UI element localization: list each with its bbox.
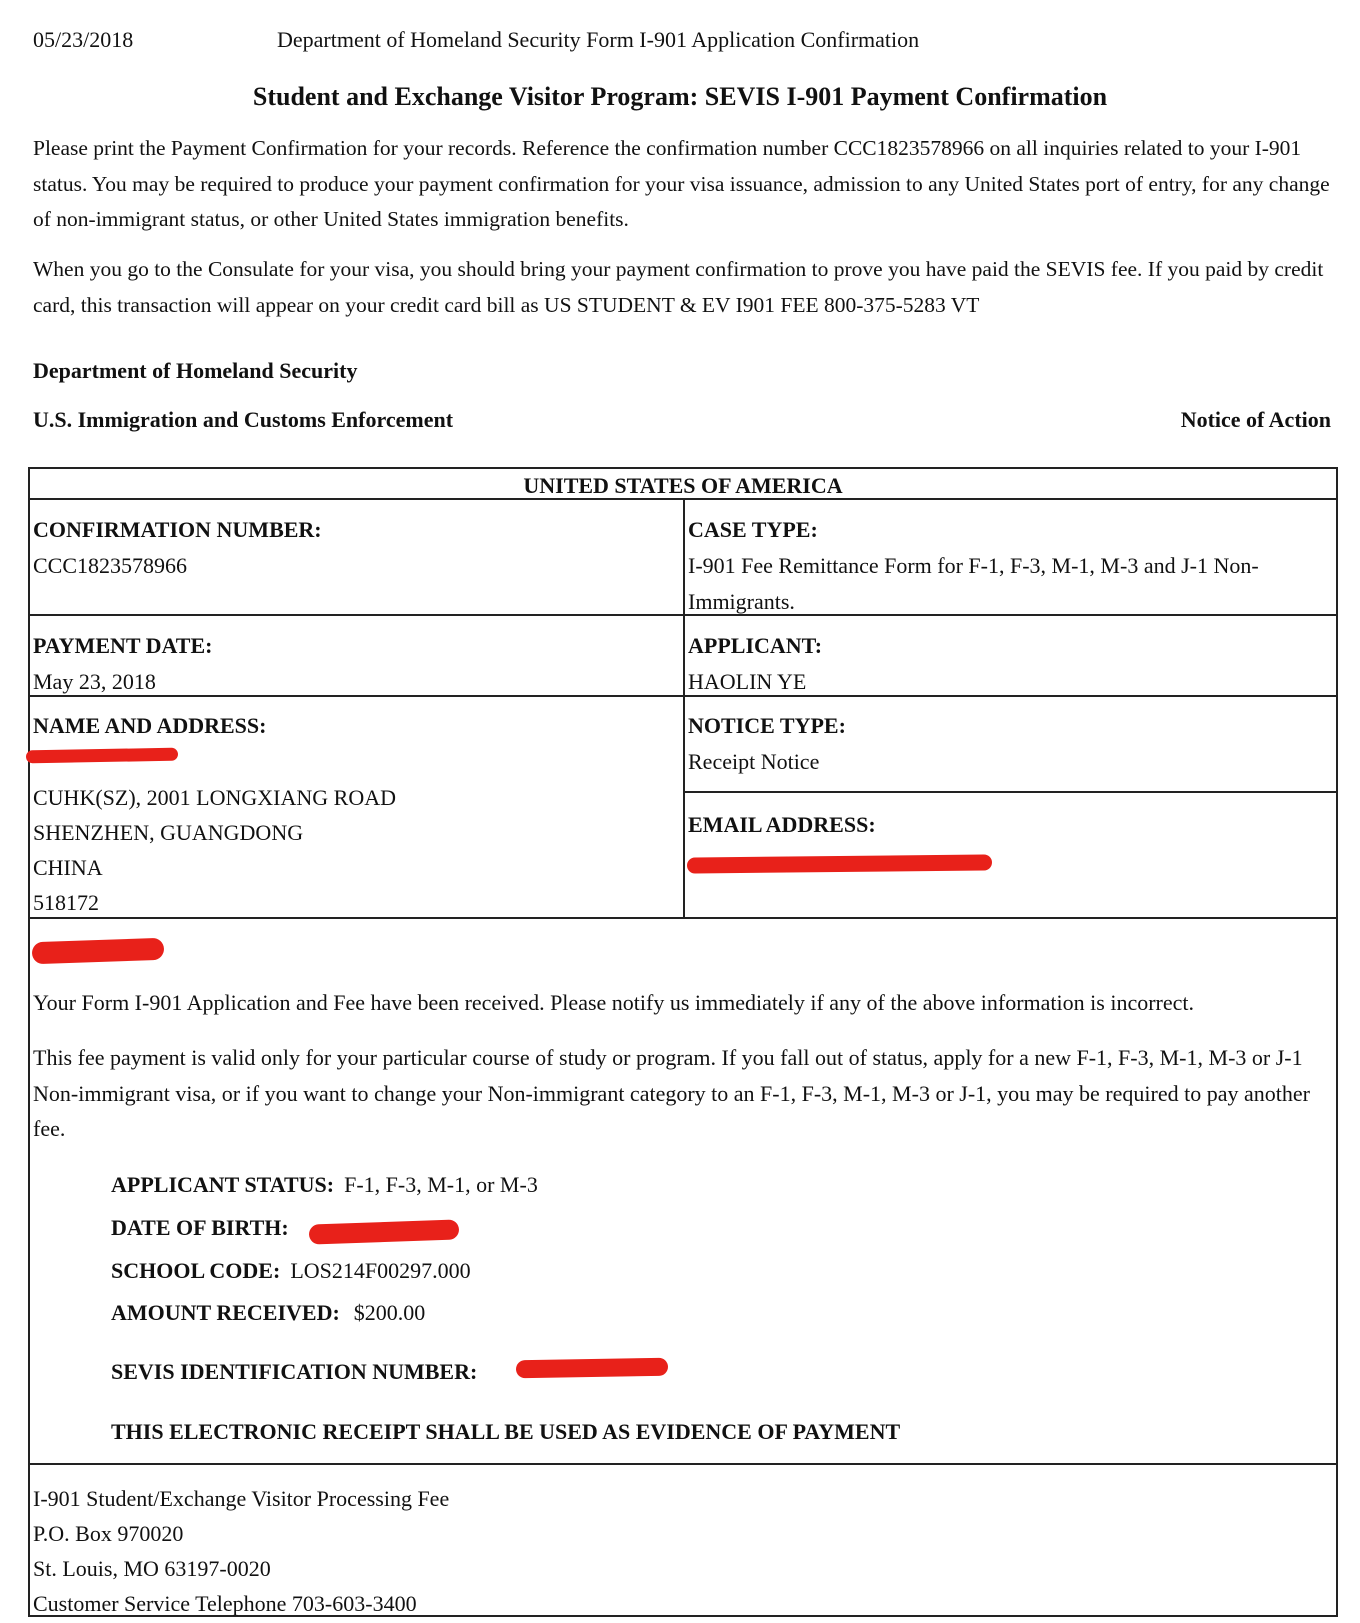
- agency-department: Department of Homeland Security: [33, 358, 358, 383]
- dob-label: DATE OF BIRTH:: [111, 1215, 289, 1240]
- footer-line-3: St. Louis, MO 63197-0020: [33, 1556, 271, 1581]
- received-text: Your Form I-901 Application and Fee have been received. Please notify us immediately if any of the above information is incorrect.: [33, 990, 1195, 1015]
- validity-text: This fee payment is valid only for your particular course of study or program. If you fall out of status, apply for a new F-1, F-3, M-1, M-3 or J-1 Non-immigrant visa, or if you want to change your Non-immigrant category to an F-1, F-3, M-1, M-3 or J-1, you may be required to pay another fee.: [33, 1045, 1310, 1141]
- header-date: 05/23/2018: [33, 27, 134, 52]
- amount-row: [111, 1300, 425, 1326]
- footer-line-4: Customer Service Telephone 703-603-3400: [33, 1591, 417, 1616]
- confirmation-value: CCC1823578966: [33, 553, 188, 578]
- table-divider: [28, 1463, 1338, 1465]
- sevis-id-label: SEVIS IDENTIFICATION NUMBER:: [111, 1359, 478, 1384]
- school-code-label: SCHOOL CODE:: [111, 1258, 281, 1283]
- notice-type-value: Receipt Notice: [688, 749, 820, 774]
- case-type-label: CASE TYPE:: [688, 517, 818, 542]
- case-type-value-line2: Immigrants.: [688, 589, 795, 614]
- school-code-row: [111, 1258, 471, 1284]
- sevis-id-row: [111, 1359, 477, 1385]
- payment-date-value: May 23, 2018: [33, 669, 156, 694]
- notice-type-label: NOTICE TYPE:: [688, 713, 846, 738]
- redaction-sevis-id: [516, 1358, 668, 1379]
- footer-line-1: I-901 Student/Exchange Visitor Processing Fee: [33, 1486, 450, 1511]
- intro-paragraph-2: When you go to the Consulate for your visa, you should bring your payment confirmation to prove you have paid the SEVIS fee. If you paid by credit card, this transaction will appear on your credit card bill as US STUDENT & EV I901 FEE 800-375-5283 VT: [33, 257, 1324, 317]
- intro-paragraph-1: Please print the Payment Confirmation for your records. Reference the confirmation number CCC1823578966 on all inquiries related to your I-901 status. You may be required to produce your payment confirmation for your visa issuance, admission to any United States port of entry, for any change of non-immigrant status, or other United States immigration benefits.: [33, 136, 1330, 231]
- table-column-divider: [683, 498, 685, 919]
- amount-value: $200.00: [353, 1300, 426, 1325]
- dob-row: [111, 1215, 289, 1241]
- applicant-status-value: F-1, F-3, M-1, or M-3: [344, 1172, 538, 1197]
- applicant-label: APPLICANT:: [688, 633, 823, 658]
- page-title: Student and Exchange Visitor Program: SEVIS I-901 Payment Confirmation: [252, 82, 1108, 111]
- applicant-status-label: APPLICANT STATUS:: [111, 1172, 335, 1197]
- address-line-2: SHENZHEN, GUANGDONG: [33, 820, 304, 845]
- redaction-email: [687, 854, 992, 873]
- table-divider: [684, 791, 1338, 793]
- payment-date-label: PAYMENT DATE:: [33, 633, 213, 658]
- address-line-4: 518172: [33, 890, 99, 915]
- school-code-value: LOS214F00297.000: [290, 1258, 471, 1283]
- email-label: EMAIL ADDRESS:: [688, 812, 876, 837]
- applicant-status-row: [111, 1172, 538, 1198]
- case-type-value-line1: I-901 Fee Remittance Form for F-1, F-3, M-1, M-3 and J-1 Non-: [688, 553, 1259, 578]
- notice-of-action: Notice of Action: [1180, 407, 1331, 432]
- redaction-name: [26, 748, 178, 764]
- country-header: UNITED STATES OF AMERICA: [523, 473, 843, 498]
- agency-bureau: U.S. Immigration and Customs Enforcement: [33, 407, 454, 432]
- footer-line-2: P.O. Box 970020: [33, 1521, 184, 1546]
- amount-label: AMOUNT RECEIVED:: [111, 1300, 340, 1325]
- address-line-3: CHINA: [33, 855, 103, 880]
- address-line-1: CUHK(SZ), 2001 LONGXIANG ROAD: [33, 785, 396, 810]
- applicant-value: HAOLIN YE: [688, 669, 807, 694]
- redaction-sevis-top: [32, 938, 165, 965]
- confirmation-label: CONFIRMATION NUMBER:: [33, 517, 322, 542]
- header-title: Department of Homeland Security Form I-901 Application Confirmation: [277, 27, 920, 52]
- name-address-label: NAME AND ADDRESS:: [33, 713, 267, 738]
- evidence-statement: THIS ELECTRONIC RECEIPT SHALL BE USED AS EVIDENCE OF PAYMENT: [111, 1419, 901, 1444]
